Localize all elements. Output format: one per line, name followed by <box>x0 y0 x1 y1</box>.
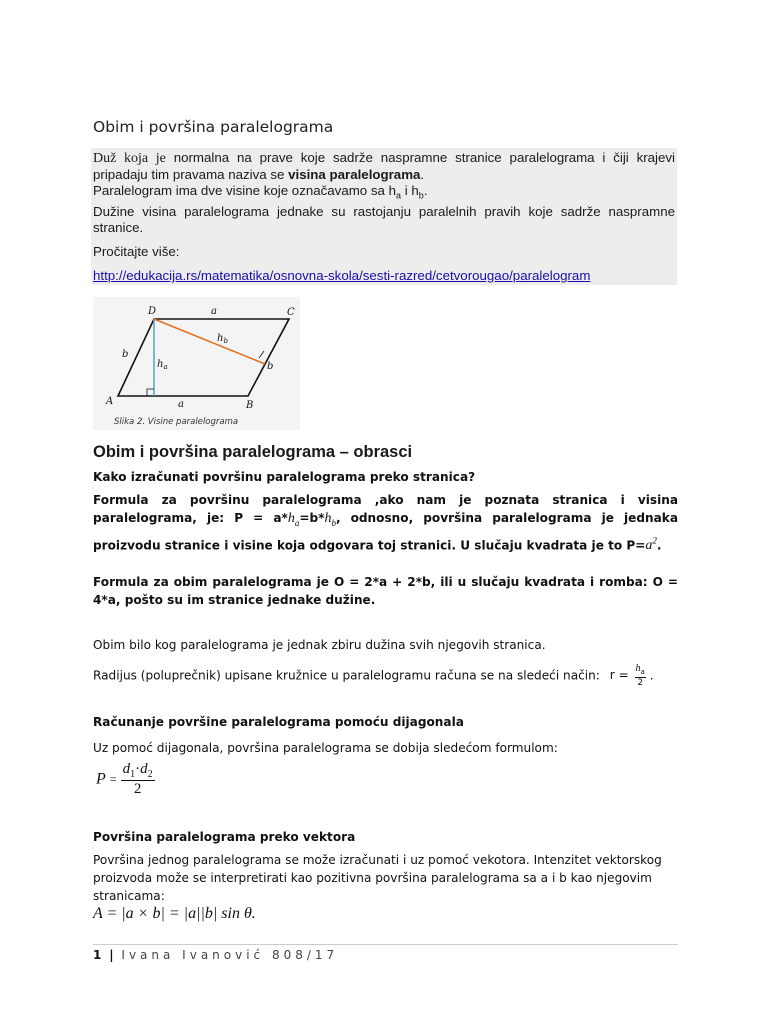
diagonals-heading: Računanje površine paralelograma pomoću dijagonala <box>93 715 464 729</box>
side-b-left: b <box>122 349 129 360</box>
area-formula-paragraph: Formula za površinu paralelograma ,ako nam je poznata stranica i visina paralelograma, je: $P = a*h_a=b*h_b$, odnosno, površina paralelograma je jednaka proizvodu stranice i visine koja odgovara toj stranici. U slučaju kvadrata je to $P=a^2$. <box>93 493 678 554</box>
note-line1: Duž koja je normalna na prave koje sadrže naspramne stranice paralelograma i čiji krajevi pripadaju tim pravama naziva se visina paralelograma. <box>93 150 676 182</box>
title-initial: O <box>93 118 106 136</box>
vector-heading: Površina paralelograma preko vektora <box>93 830 356 844</box>
note-line2: Paralelogram ima dve visine koje označavamo sa $h_a$ i $h_b$. <box>93 183 428 201</box>
side-b-right: b <box>267 361 274 372</box>
vector-paragraph: Površina jednog paralelograma se može izračunati i uz pomoć vekotora. Intenzitet vektorskog proizvoda može se interpretirati kao pozitivna površina paralelograma sa a i b kao njegovim stranicama: <box>93 853 662 903</box>
question-heading: Kako izračunati površinu paralelograma preko stranica? <box>93 470 476 484</box>
figure-caption: Slika 2. Visine paralelograma <box>114 417 239 427</box>
section-heading: Obim i površina paralelograma – obrasci <box>93 443 413 461</box>
diagonal-formula: P = $\frac{d_1\cdot d_2}{2}$ <box>96 761 153 797</box>
height-hb: $h_b$ <box>217 333 228 345</box>
quote-text <box>93 150 675 260</box>
height-ha: $h_a$ <box>157 359 168 371</box>
side-a-bottom: a <box>178 399 184 410</box>
vertex-d: D <box>148 306 157 317</box>
vertex-c: C <box>287 307 295 318</box>
note-line3: Dužine visina paralelograma jednake su rastojanju paralelnih pravih koje sadrže naspramne stranice. <box>93 203 675 235</box>
page-footer: 1 | Ivana Ivanović 808/17 <box>93 948 339 962</box>
vector-formula: A = |a × b| = |a||b| sin θ. <box>93 905 256 922</box>
radius-paragraph: Radijus (poluprečnik) upisane kružnice u paralelogramu računa se na sledeći način: r = $\frac{h_a}{2}$ . <box>93 663 654 688</box>
title-rest: bim i površina paralelograma <box>105 118 334 136</box>
radius-fraction: $\frac{h_a}{2}$ <box>635 663 645 688</box>
perimeter-paragraph: Formula za obim paralelograma je O = 2*a + 2*b, ili u slučaju kvadrata i romba: O = 4*a, pošto su im stranice jednake dužine. <box>93 575 678 607</box>
parallelogram-figure <box>93 297 300 430</box>
vertex-a: A <box>106 396 114 407</box>
footer-divider <box>93 944 678 945</box>
perimeter-sum-paragraph: Obim bilo kog paralelograma je jednak zbiru dužina svih njegovih stranica. <box>93 638 546 652</box>
side-a-top: a <box>211 306 217 317</box>
vertex-b: B <box>246 400 254 411</box>
diagonals-paragraph: Uz pomoć dijagonala, površina paralelograma se dobija sledećom formulom: <box>93 741 558 755</box>
page-number: 1 <box>93 948 102 962</box>
article-link[interactable]: http://edukacija.rs/matematika/osnovna-skola/sesti-razred/cetvorougao/paralelogram <box>93 268 591 283</box>
read-more-label: Pročitajte više: <box>93 243 180 259</box>
footer-author: Ivana Ivanović 808/17 <box>121 948 339 962</box>
page-title <box>93 118 333 136</box>
